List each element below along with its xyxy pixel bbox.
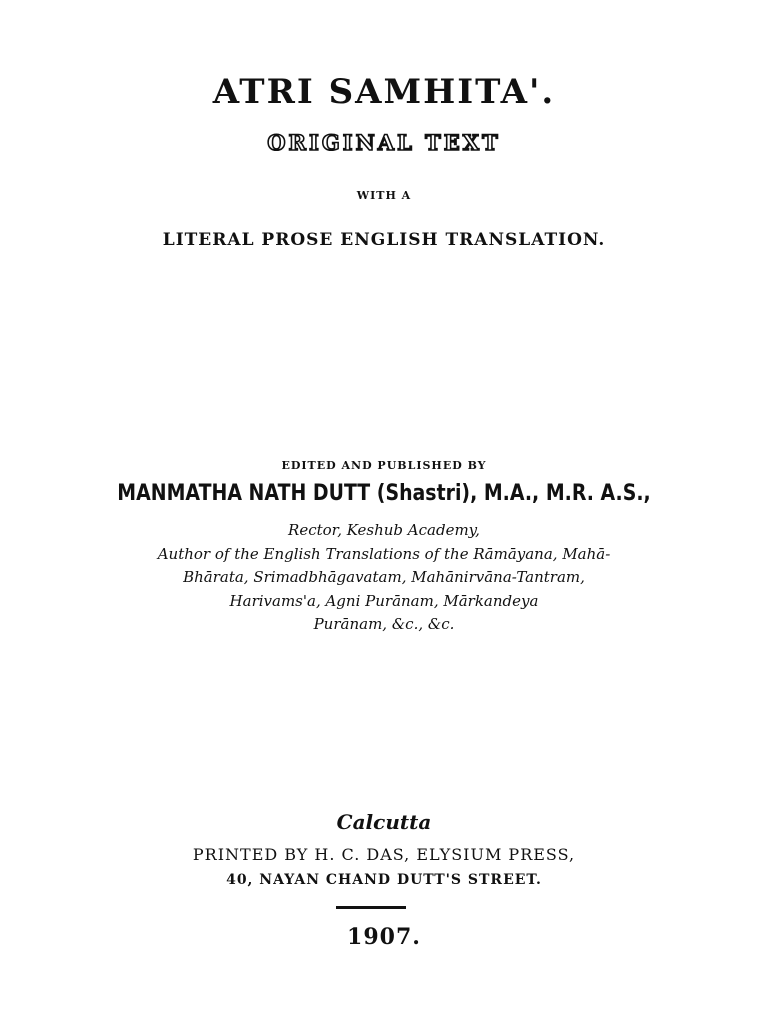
book-subtitle: ORIGINAL TEXT <box>267 130 501 155</box>
author-credit-line: Bhārata, Srimadbhāgavatam, Mahānirvāna-Tantram, <box>183 568 585 586</box>
author-credit-line: Rector, Keshub Academy, <box>288 521 480 539</box>
edited-by-text: EDITED AND PUBLISHED BY <box>281 459 487 472</box>
printer-line: PRINTED BY H. C. DAS, ELYSIUM PRESS, <box>192 845 576 864</box>
printer-address: 40, NAYAN CHAND DUTT'S STREET. <box>226 872 542 888</box>
with-a-text: WITH A <box>356 189 412 202</box>
book-title: ATRI SAMHITA'. <box>212 72 556 112</box>
author-credit-line: Author of the English Translations of the Rāmāyana, Mahā- <box>157 545 611 563</box>
author-credit-line: Purānam, &c., &c. <box>313 615 455 633</box>
publication-year: 1907. <box>347 924 421 950</box>
divider-rule <box>336 906 406 909</box>
author-credit-line: Harivams'a, Agni Purānam, Mārkandeya <box>229 592 539 610</box>
translation-description: LITERAL PROSE ENGLISH TRANSLATION. <box>162 230 606 250</box>
author-name: MANMATHA NATH DUTT (Shastri), M.A., M.R. A.S., <box>117 481 651 506</box>
publication-city: Calcutta <box>336 810 432 834</box>
